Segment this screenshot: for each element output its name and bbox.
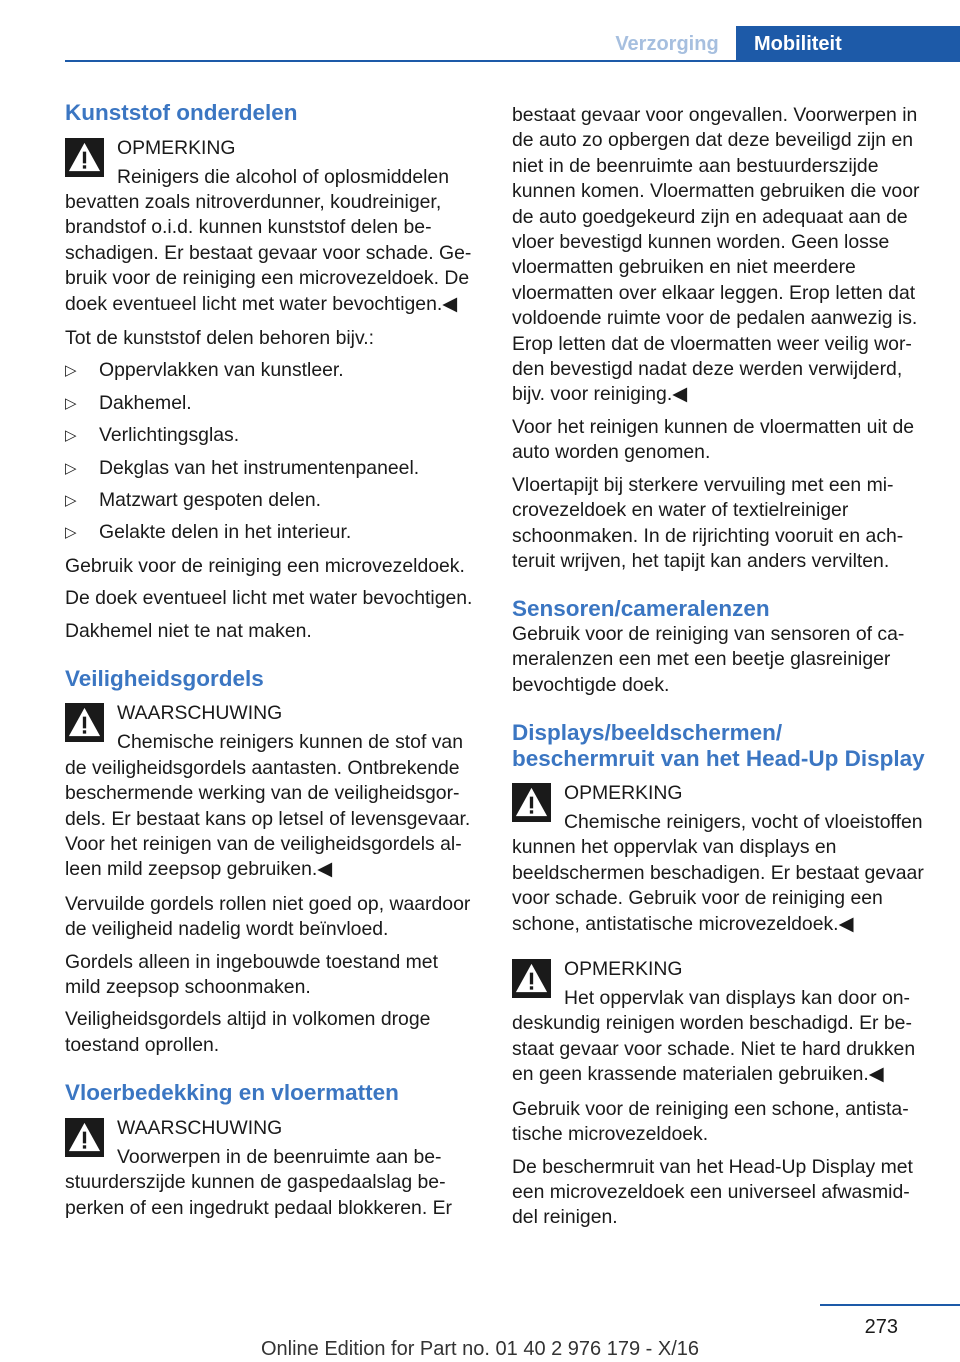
triangle-bullet-icon: ▷ — [65, 524, 77, 542]
paragraph-intro: Tot de kunststof delen behoren bijv.: — [65, 326, 375, 349]
warning-gordels — [65, 699, 477, 882]
paragraph-microvezel: Gebruik voor de reiniging een microvezeldoek. — [65, 554, 465, 577]
paragraph-reinigen: Voor het reinigen kunnen de vloermatten uit de auto worden genomen. — [512, 415, 915, 464]
paragraph-oprollen: Veiligheidsgordels altijd in volkomen droge toestand oprollen. — [65, 1008, 431, 1056]
warning-triangle-icon — [512, 783, 551, 822]
paragraph-doek: De doek eventueel licht met water bevochtigen. — [65, 587, 473, 610]
heading-kunststof: Kunststof onderdelen — [65, 100, 298, 125]
edition-footer: Online Edition for Part no. 01 40 2 976 179 - X/16 — [260, 1338, 700, 1360]
paragraph-vloertapijt: Vloertapijt bij sterkere vervuiling met een microvezeldoek en water of textielreiniger schoonmaken. In de rijrichting vooruit en achteruit wrijven, het tapijt kan anders vervilten. — [512, 473, 904, 572]
triangle-bullet-icon: ▷ — [65, 394, 77, 412]
triangle-bullet-icon: ▷ — [65, 427, 77, 445]
warning-text: Chemische reinigers kunnen de stof van de veiligheidsgordels aantasten. Ontbrekende beschermende werking van de veiligheidsgordels. Er bestaat kans op letsel of levensgevaar. Voor het reinigen van de veiligheidsgordels alleen mild zeepsop gebruiken.◀ — [65, 731, 471, 881]
heading-veiligheidsgordels: Veiligheidsgordels — [65, 665, 264, 691]
header-rule — [65, 60, 960, 62]
list-item: ▷ Verlichtingsglas. — [65, 423, 477, 455]
note-text: Het oppervlak van displays kan door ondeskundig reinigen worden beschadigd. Er bestaat gevaar voor schade. Niet te hard drukken en geen krassende materialen gebruiken.◀ — [512, 987, 916, 1086]
list-item: ▷ Dakhemel. — [65, 391, 477, 423]
heading-displays: Displays/beeldschermen/ beschermruit van het Head-Up Display — [512, 720, 925, 771]
list-item: ▷ Matzwart gespoten delen. — [65, 488, 477, 520]
paragraph-hud: De beschermruit van het Head-Up Display met een microvezeldoek een universeel afwasmiddel reinigen. — [512, 1155, 913, 1229]
kunststof-list — [65, 358, 477, 552]
note-displays-2 — [512, 955, 928, 1088]
warning-text: Voorwerpen in de beenruimte aan bestuurderszijde kunnen de gaspedaalslag beperken of een ingedrukt pedaal blokkeren. Er — [65, 1145, 452, 1219]
heading-sensoren: Sensoren/cameralenzen — [512, 596, 770, 622]
page-number: 273 — [864, 1316, 898, 1338]
paragraph-sensoren: Gebruik voor de reiniging van sensoren of cameralenzen een met een beetje glasreiniger bevochtigde doek. — [512, 622, 905, 696]
heading-vloerbedekking: Vloerbedekking en vloermatten — [65, 1080, 399, 1106]
list-item: ▷ Dekglas van het instrumentenpaneel. — [65, 456, 477, 488]
warning-triangle-icon — [65, 703, 104, 742]
list-item: ▷ Gelakte delen in het interieur. — [65, 520, 477, 552]
note-title: OPMERKING — [564, 958, 683, 981]
triangle-bullet-icon: ▷ — [65, 459, 77, 477]
warning-triangle-icon — [512, 959, 551, 998]
triangle-bullet-icon: ▷ — [65, 362, 77, 380]
warning-triangle-icon — [65, 138, 104, 177]
footer-rule — [820, 1304, 960, 1306]
paragraph-dakhemel: Dakhemel niet te nat maken. — [65, 619, 312, 642]
triangle-bullet-icon: ▷ — [65, 491, 77, 509]
note-displays-1 — [512, 779, 928, 937]
paragraph-continued-warning: bestaat gevaar voor ongevallen. Voorwerpen in de auto zo opbergen dat deze beveiligd zijn en niet in de beenruimte aan bestuurderszijde kunnen komen. Vloermatten gebruiken die voor de auto goedgekeurd zijn en adequaat aan de vloer bevestigd kunnen worden. Geen losse vloermatten gebruiken en niet meerdere vloermatten over elkaar leggen. Erop letten dat voldoende ruimte voor de pedalen aanwezig is. Erop letten dat de vloermatten weer veilig worden bevestigd nadat deze werden verwijderd, bijv. voor reiniging.◀ — [512, 104, 920, 406]
note-text: Reinigers die alcohol of oplosmiddelen bevatten zoals nitroverdunner, koudreiniger, brandstof o.i.d. kunnen kunststof delen beschadigen. Er bestaat gevaar voor schade. Gebruik voor de reiniging een microvezeldoek. De doek eventueel licht met water bevochtigen.◀ — [65, 165, 472, 315]
list-item: ▷ Oppervlakken van kunstleer. — [65, 358, 477, 390]
warning-vloer — [65, 1114, 477, 1221]
tab-mobiliteit[interactable]: Mobiliteit — [736, 26, 960, 62]
paragraph-vervuild: Vervuilde gordels rollen niet goed op, waardoor de veiligheid nadelig wordt beïnvloed. — [65, 892, 471, 941]
paragraph-gordels-alleen: Gordels alleen in ingebouwde toestand met mild zeepsop schoonmaken. — [65, 950, 438, 999]
right-column — [512, 103, 928, 1238]
paragraph-schone: Gebruik voor de reiniging een schone, antistatische microvezeldoek. — [512, 1097, 909, 1146]
note-kunststof — [65, 134, 477, 317]
warning-title: WAARSCHUWING — [117, 702, 283, 725]
note-text: Chemische reinigers, vocht of vloeistoffen kunnen het oppervlak van displays en beeldschermen beschadigen. Er bestaat gevaar voor schade. Gebruik voor de reiniging een schone, antistatische microvezeldoek.◀ — [512, 811, 924, 935]
warning-title: WAARSCHUWING — [117, 1116, 283, 1139]
note-title: OPMERKING — [117, 136, 236, 159]
note-title: OPMERKING — [564, 782, 683, 805]
warning-triangle-icon — [65, 1118, 104, 1157]
left-column — [65, 100, 477, 1230]
tab-verzorging[interactable]: Verzorging — [615, 33, 719, 55]
